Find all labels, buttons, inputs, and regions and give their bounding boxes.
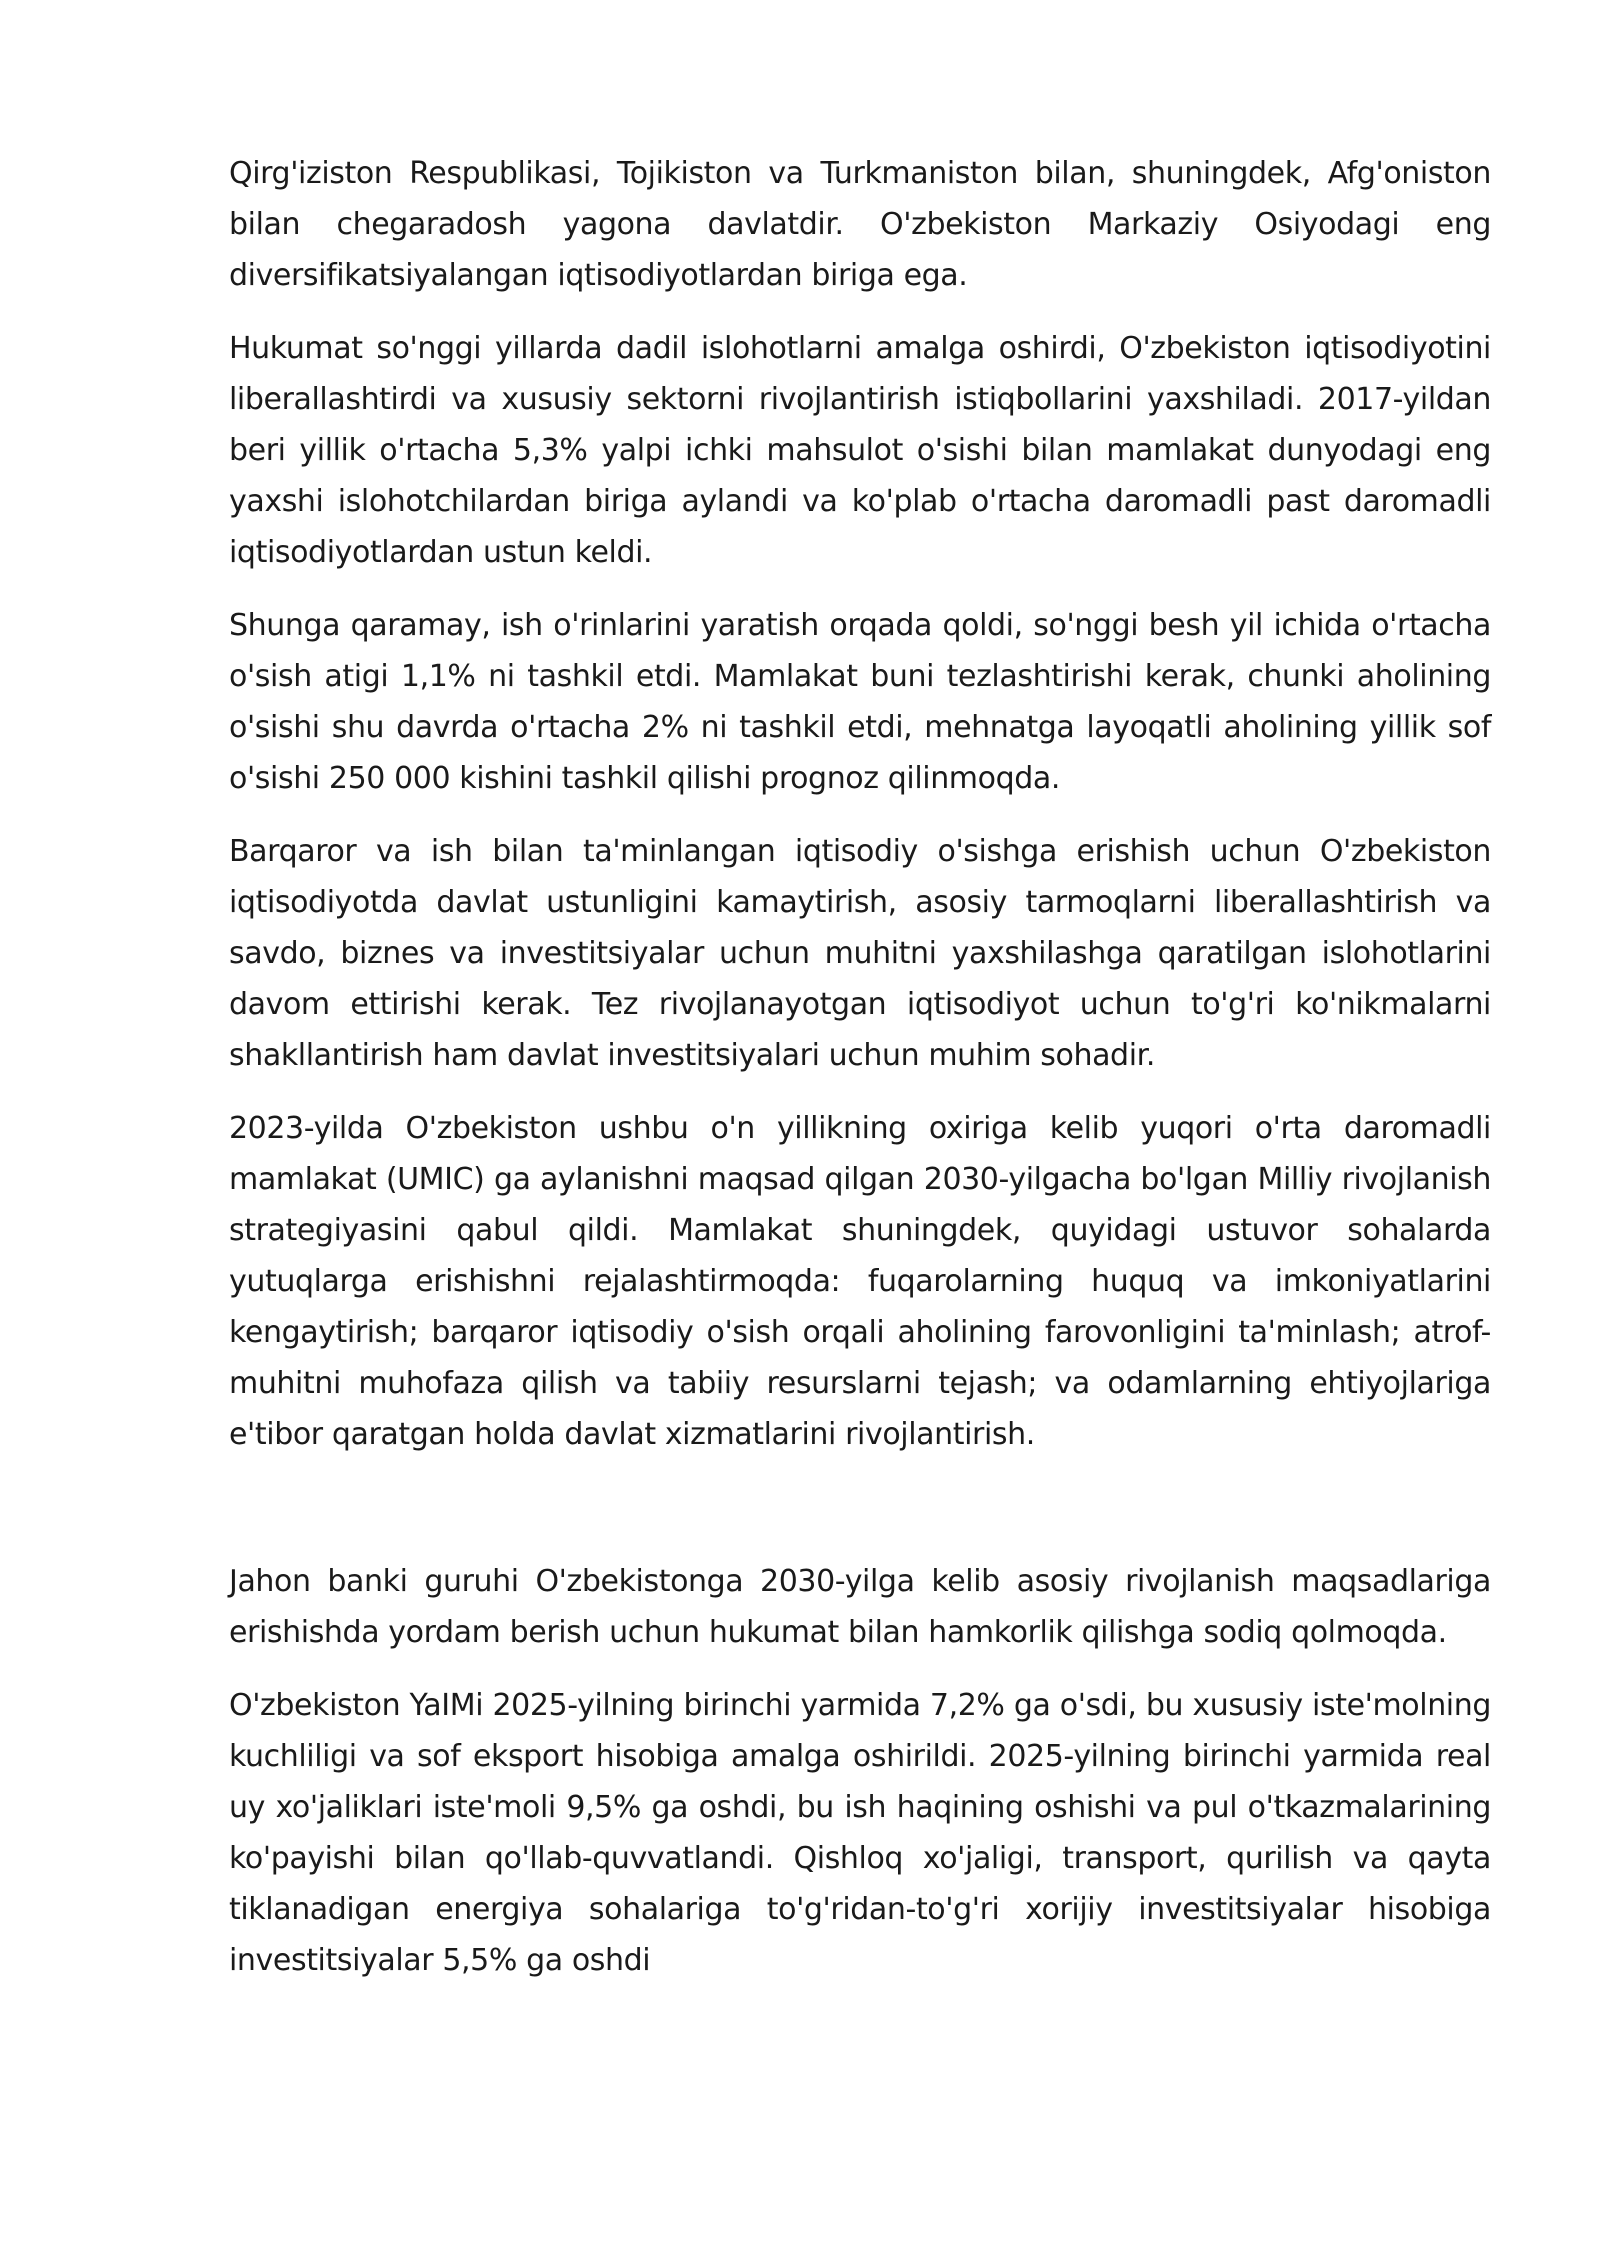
paragraph-borders: Qirg'iziston Respublikasi, Tojikiston va Turkmaniston bilan, shuningdek, Afg'oniston bilan chegaradosh yagona davlatdir. O'zbekiston Markaziy Osiyodagi eng diversifikatsiyalangan iqtisodiyotlardan biriga ega. [229,156,1491,293]
paragraph-strategy-2030: 2023-yilda O'zbekiston ushbu o'n yillikning oxiriga kelib yuqori o'rta daromadli mamlakat (UMIC) ga aylanishni maqsad qilgan 2030-yilgacha bo'lgan Milliy rivojlanish strategiyasini qabul qildi. Mamlakat shuningdek, quyidagi ustuvor sohalarda yutuqlarga erishishni rejalashtirmoqda: fuqarolarning huquq va imkoniyatlarini kengaytirish; barqaror iqtisodiy o'sish orqali aholining farovonligini ta'minlash; atrof-muhitni muhofaza qilish va tabiiy resurslarni tejash; va odamlarning ehtiyojlariga e'tibor qaratgan holda davlat xizmatlarini rivojlantirish. [229,1111,1491,1452]
paragraph-world-bank: Jahon banki guruhi O'zbekistonga 2030-yilga kelib asosiy rivojlanish maqsadlariga erishishda yordam berish uchun hukumat bilan hamkorlik qilishga sodiq qolmoqda. [229,1564,1491,1650]
paragraph-gdp-2025: O'zbekiston YaIMi 2025-yilning birinchi yarmida 7,2% ga o'sdi, bu xususiy iste'molning kuchliligi va sof eksport hisobiga amalga oshirildi. 2025-yilning birinchi yarmida real uy xo'jaliklari iste'moli 9,5% ga oshdi, bu ish haqining oshishi va pul o'tkazmalarining ko'payishi bilan qo'llab-quvvatlandi. Qishloq xo'jaligi, transport, qurilish va qayta tiklanadigan energiya sohalariga to'g'ridan-to'g'ri xorijiy investitsiyalar hisobiga investitsiyalar 5,5% ga oshdi [229,1688,1491,1978]
document-page [229,148,1491,2008]
paragraph-job-creation: Shunga qaramay, ish o'rinlarini yaratish orqada qoldi, so'nggi besh yil ichida o'rtacha o'sish atigi 1,1% ni tashkil etdi. Mamlakat buni tezlashtirishi kerak, chunki aholining o'sishi shu davrda o'rtacha 2% ni tashkil etdi, mehnatga layoqatli aholining yillik sof o'sishi 250 000 kishini tashkil qilishi prognoz qilinmoqda. [229,608,1491,796]
paragraph-reforms: Hukumat so'nggi yillarda dadil islohotlarni amalga oshirdi, O'zbekiston iqtisodiyotini liberallashtirdi va xususiy sektorni rivojlantirish istiqbollarini yaxshiladi. 2017-yildan beri yillik o'rtacha 5,3% yalpi ichki mahsulot o'sishi bilan mamlakat dunyodagi eng yaxshi islohotchilardan biriga aylandi va ko'plab o'rtacha daromadli past daromadli iqtisodiyotlardan ustun keldi. [229,331,1491,570]
paragraph-sustainable-growth: Barqaror va ish bilan ta'minlangan iqtisodiy o'sishga erishish uchun O'zbekiston iqtisodiyotda davlat ustunligini kamaytirish, asosiy tarmoqlarni liberallashtirish va savdo, biznes va investitsiyalar uchun muhitni yaxshilashga qaratilgan islohotlarini davom ettirishi kerak. Tez rivojlanayotgan iqtisodiyot uchun to'g'ri ko'nikmalarni shakllantirish ham davlat investitsiyalari uchun muhim sohadir. [229,834,1491,1073]
